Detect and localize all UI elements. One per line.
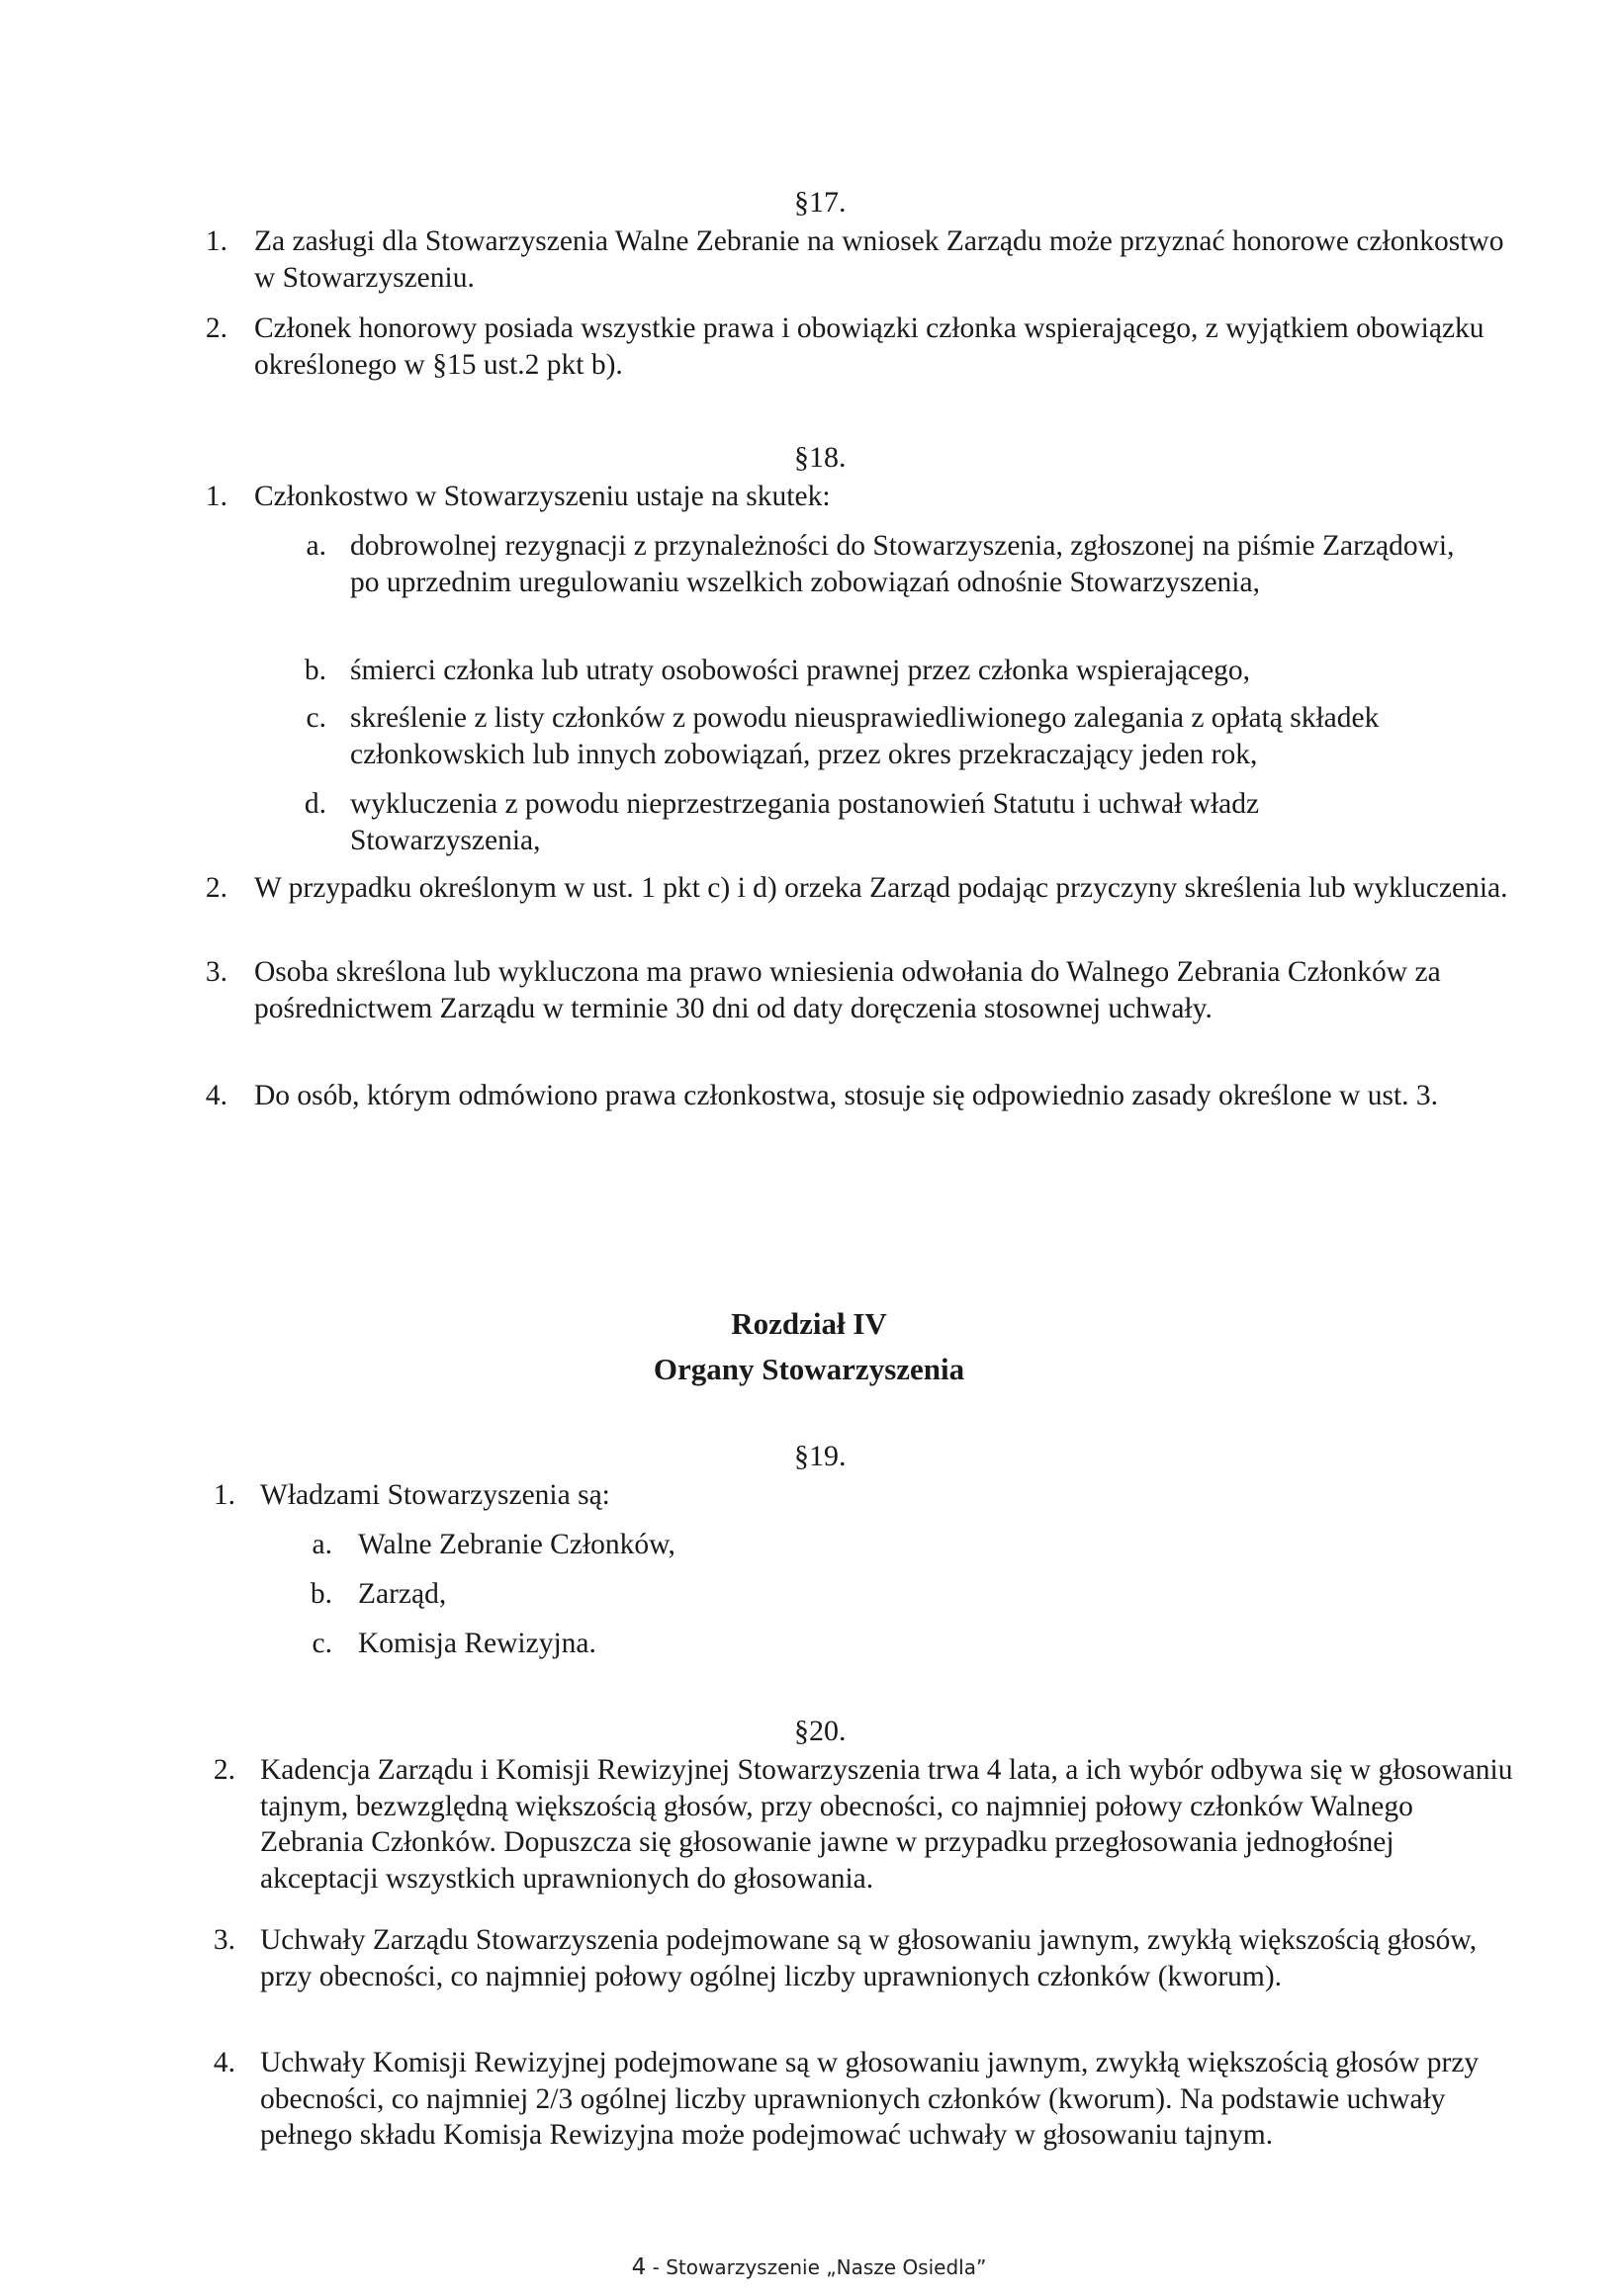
sub-item-text: Zarząd, — [358, 1578, 447, 1610]
item-number: 2. — [205, 872, 227, 904]
paragraph-text: Do osób, którym odmówiono prawa członkostwa, stosuje się odpowiednio zasady określone w ust. 3. — [254, 1080, 1439, 1111]
chapter-subtitle: Organy Stowarzyszenia — [653, 1352, 965, 1386]
paragraph-text: Członkostwo w Stowarzyszeniu ustaje na skutek: — [254, 481, 831, 512]
sub-item-text: skreślenie z listy członków z powodu nieusprawiedliwionego zalegania z opłatą składek członkowskich lub innych zobowiązań, przez okres przekraczający jeden rok, — [350, 702, 1380, 770]
paragraph-text: Władzami Stowarzyszenia są: — [260, 1479, 610, 1511]
item-number: 2. — [205, 312, 227, 344]
chapter-title: Rozdział IV — [731, 1306, 887, 1341]
sub-item-text: dobrowolnej rezygnacji z przynależności do Stowarzyszenia, zgłoszonej na piśmie Zarządowi, po uprzednim uregulowaniu wszelkich zobowiązań odnośnie Stowarzyszenia, — [350, 530, 1455, 598]
sub-item-letter: c. — [312, 1628, 332, 1659]
footer-organization: Stowarzyszenie „Nasze Osiedla” — [666, 2255, 987, 2279]
sub-item-text: wykluczenia z powodu nieprzestrzegania postanowień Statutu i uchwał władz Stowarzyszenia, — [350, 788, 1260, 856]
item-number: 1. — [205, 225, 227, 257]
paragraph-text: Za zasługi dla Stowarzyszenia Walne Zebranie na wniosek Zarządu może przyznać honorowe członkostwo w Stowarzyszeniu. — [254, 225, 1504, 294]
page-footer — [0, 2254, 1618, 2280]
item-number: 1. — [205, 481, 227, 512]
section-heading-19: §19. — [794, 1440, 847, 1472]
item-number: 2. — [213, 1754, 235, 1786]
footer-separator: - — [652, 2255, 660, 2279]
section-heading-20: §20. — [794, 1715, 847, 1747]
paragraph-text: Uchwały Komisji Rewizyjnej podejmowane są w głosowaniu jawnym, zwykłą większością głosów przy obecności, co najmniej 2/3 ogólnej liczby uprawnionych członków (kworum). Na podstawie uchwały pełnego składu Komisja Rewizyjna może podejmować uchwały w głosowaniu tajnym. — [260, 2047, 1480, 2151]
section-heading-18: §18. — [794, 441, 847, 474]
sub-item-text: Walne Zebranie Członków, — [358, 1529, 675, 1560]
sub-item-text: śmierci członka lub utraty osobowości prawnej przez członka wspierającego, — [350, 655, 1251, 686]
paragraph-text: Członek honorowy posiada wszystkie prawa i obowiązki członka wspierającego, z wyjątkiem obowiązku określonego w §15 ust.2 pkt b). — [254, 312, 1484, 381]
paragraph-text: Uchwały Zarządu Stowarzyszenia podejmowane są w głosowaniu jawnym, zwykłą większością głosów, przy obecności, co najmniej połowy ogólnej liczby uprawnionych członków (kworum). — [260, 1924, 1478, 1992]
item-number: 1. — [213, 1479, 235, 1511]
sub-item-letter: d. — [304, 788, 326, 820]
section-heading-17: §17. — [794, 186, 847, 219]
sub-item-text: Komisja Rewizyjna. — [358, 1628, 596, 1659]
page-number: 4 — [631, 2254, 647, 2280]
item-number: 3. — [205, 956, 227, 988]
sub-item-letter: a. — [312, 1529, 332, 1560]
sub-item-letter: b. — [304, 655, 326, 686]
paragraph-text: W przypadku określonym w ust. 1 pkt c) i d) orzeka Zarząd podając przyczyny skreślenia lub wykluczenia. — [254, 872, 1508, 904]
item-number: 3. — [213, 1924, 235, 1956]
sub-item-letter: a. — [306, 530, 326, 562]
paragraph-text: Osoba skreślona lub wykluczona ma prawo wniesienia odwołania do Walnego Zebrania Członków za pośrednictwem Zarządu w terminie 30 dni od daty doręczenia stosownej uchwały. — [254, 956, 1441, 1024]
sub-item-letter: c. — [306, 702, 326, 734]
item-number: 4. — [205, 1080, 227, 1111]
sub-item-letter: b. — [310, 1578, 332, 1610]
paragraph-text: Kadencja Zarządu i Komisji Rewizyjnej Stowarzyszenia trwa 4 lata, a ich wybór odbywa się w głosowaniu tajnym, bezwzględną większością głosów, przy obecności, co najmniej połowy członków Walnego Zebrania Członków. Dopuszcza się głosowanie jawne w przypadku przegłosowania jednogłośnej akceptacji wszystkich uprawnionych do głosowania. — [260, 1754, 1513, 1895]
item-number: 4. — [213, 2047, 235, 2078]
